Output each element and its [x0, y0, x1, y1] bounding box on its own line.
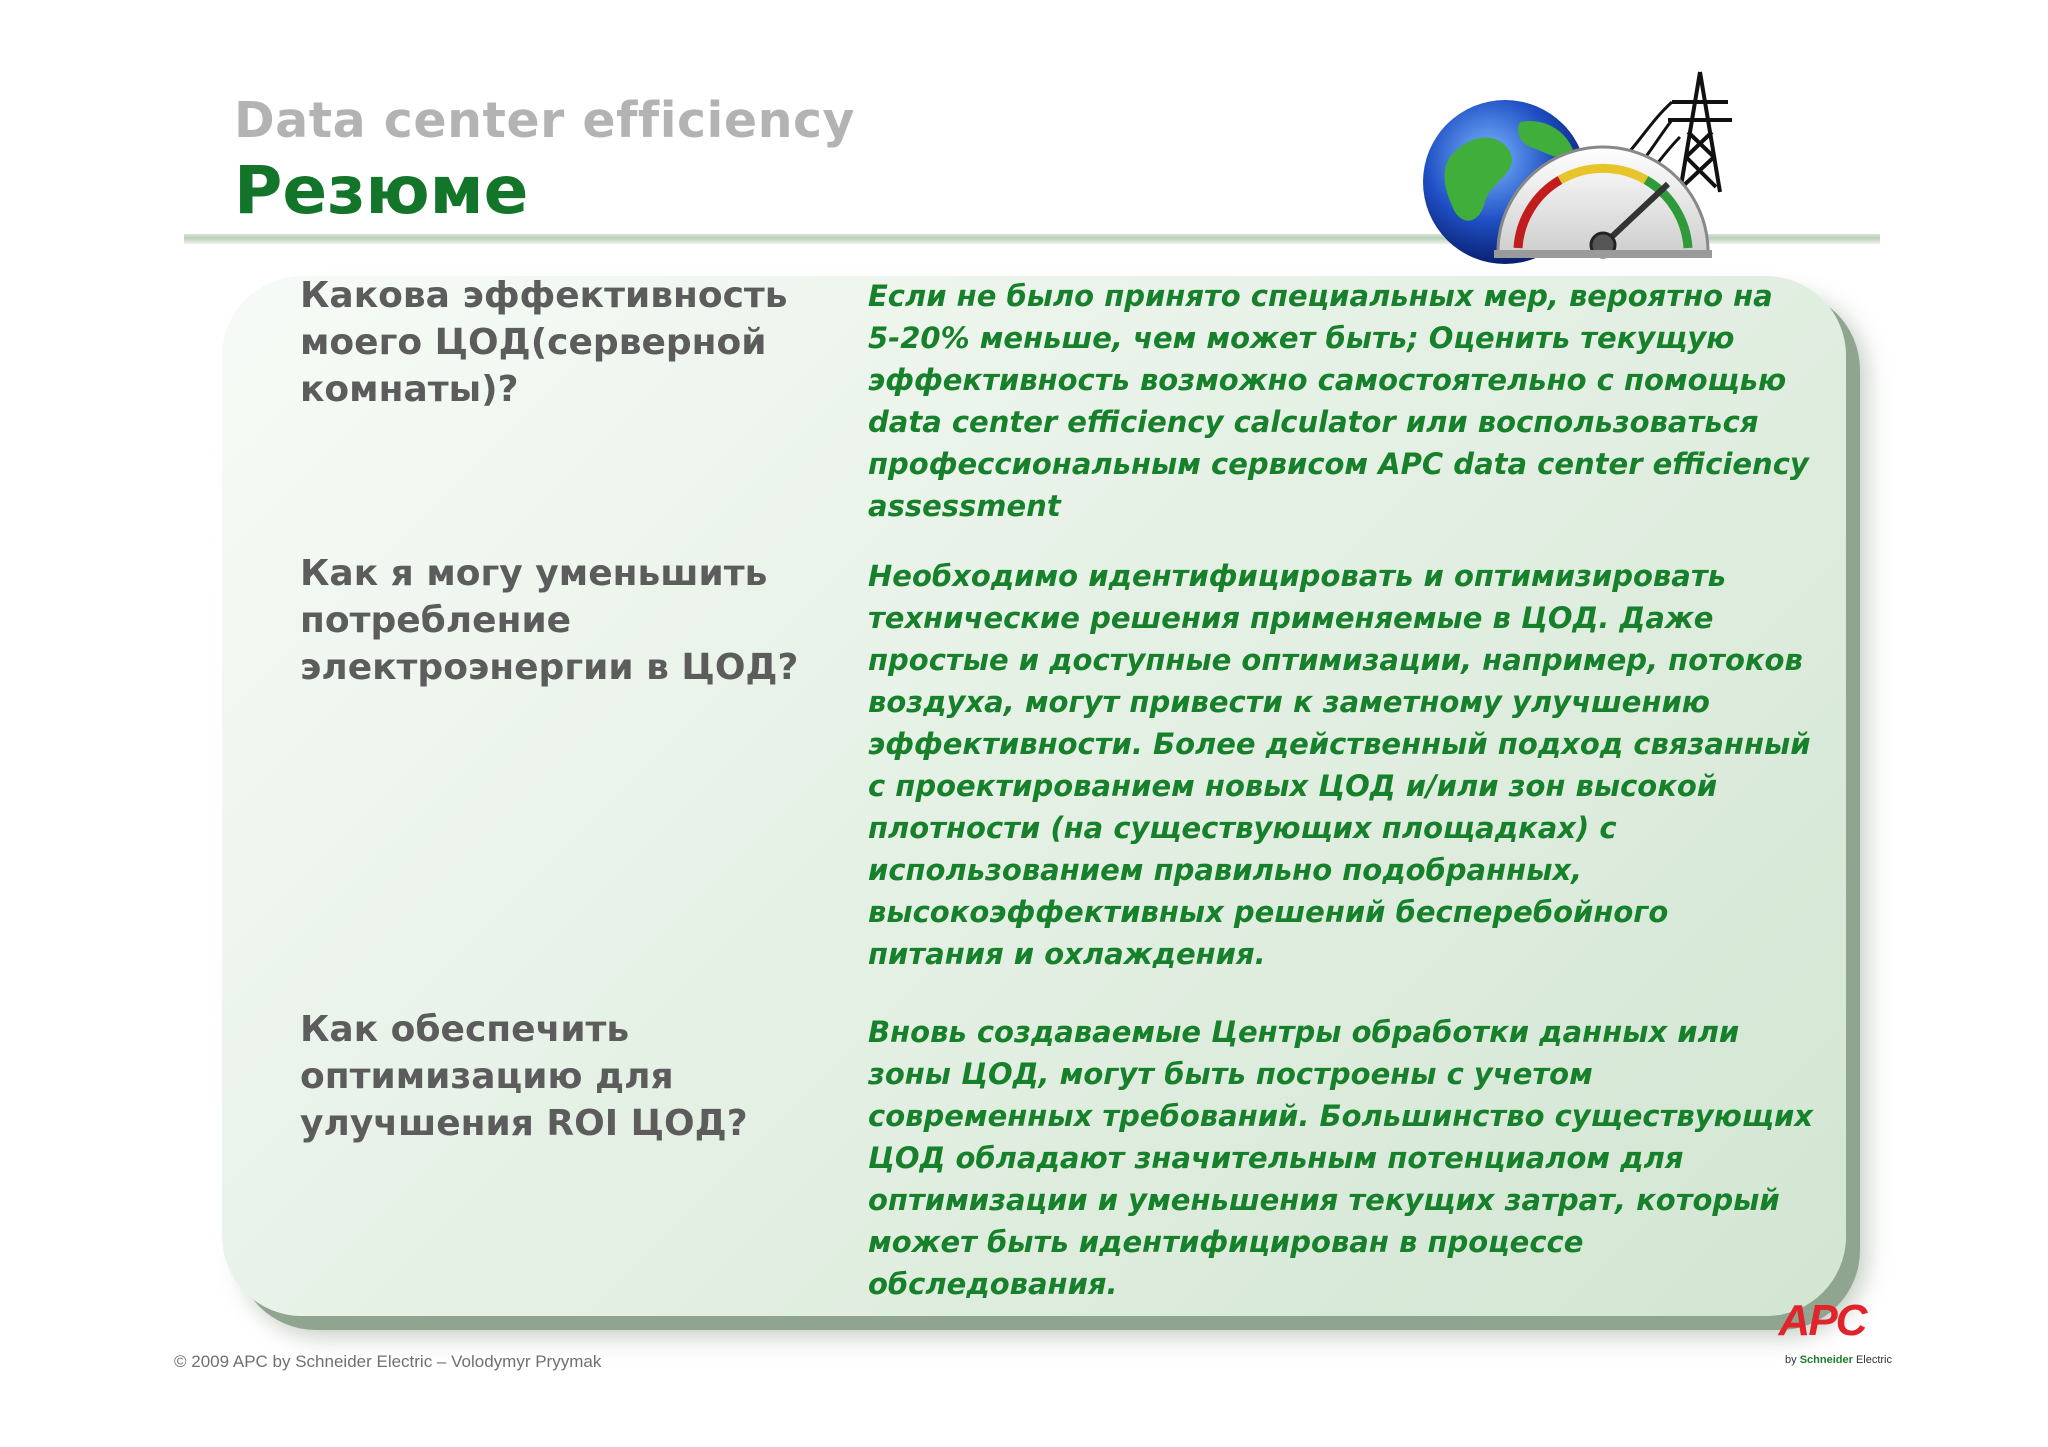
footer-copyright: © 2009 APC by Schneider Electric – Volodymyr Pryymak	[174, 1352, 602, 1371]
slide-title: Резюме	[234, 152, 529, 229]
apc-logo-text: APC	[1778, 1296, 1866, 1345]
question-2: Как я могу уменьшить потребление электроэнергии в ЦОД?	[300, 553, 799, 688]
answer-2: Необходимо идентифицировать и оптимизировать технические решения применяемые в ЦОД. Даже простые и доступные оптимизации, например, потоков воздуха, могут привести к заметному улучшению эффективности. Более действенный подход связанный с проектированием новых ЦОД и/или зон высокой плотности (на существующих площадках) с использованием правильно подобранных, высокоэффективных решений бесперебойного питания и охлаждения.	[868, 559, 1811, 971]
question-1: Какова эффективность моего ЦОД(серверной комнаты)?	[300, 275, 788, 410]
globe-gauge-pylon-icon	[1410, 62, 1750, 274]
logo-company2: Electric	[1855, 1354, 1892, 1366]
apc-logo	[1752, 1296, 1892, 1376]
logo-by: by	[1785, 1354, 1797, 1366]
apc-logo-subtitle	[1760, 1354, 1892, 1366]
slide-subtitle: Data center efficiency	[234, 92, 855, 149]
question-3: Как обеспечить оптимизацию для улучшения ROI ЦОД?	[300, 1009, 748, 1144]
answer-3: Вновь создаваемые Центры обработки данных или зоны ЦОД, могут быть построены с учетом современных требований. Большинство существующих ЦОД обладают значительным потенциалом для оптимизации и уменьшения текущих затрат, который может быть идентифицирован в процессе обследования.	[868, 1015, 1813, 1301]
logo-company: Schneider	[1799, 1354, 1853, 1366]
answer-1: Если не было принято специальных мер, вероятно на 5-20% меньше, чем может быть; Оценить текущую эффективность возможно самостоятельно с помощью data center efficiency calculator или воспользоваться профессиональным сервисом APC data center efficiency assessment	[868, 279, 1809, 523]
